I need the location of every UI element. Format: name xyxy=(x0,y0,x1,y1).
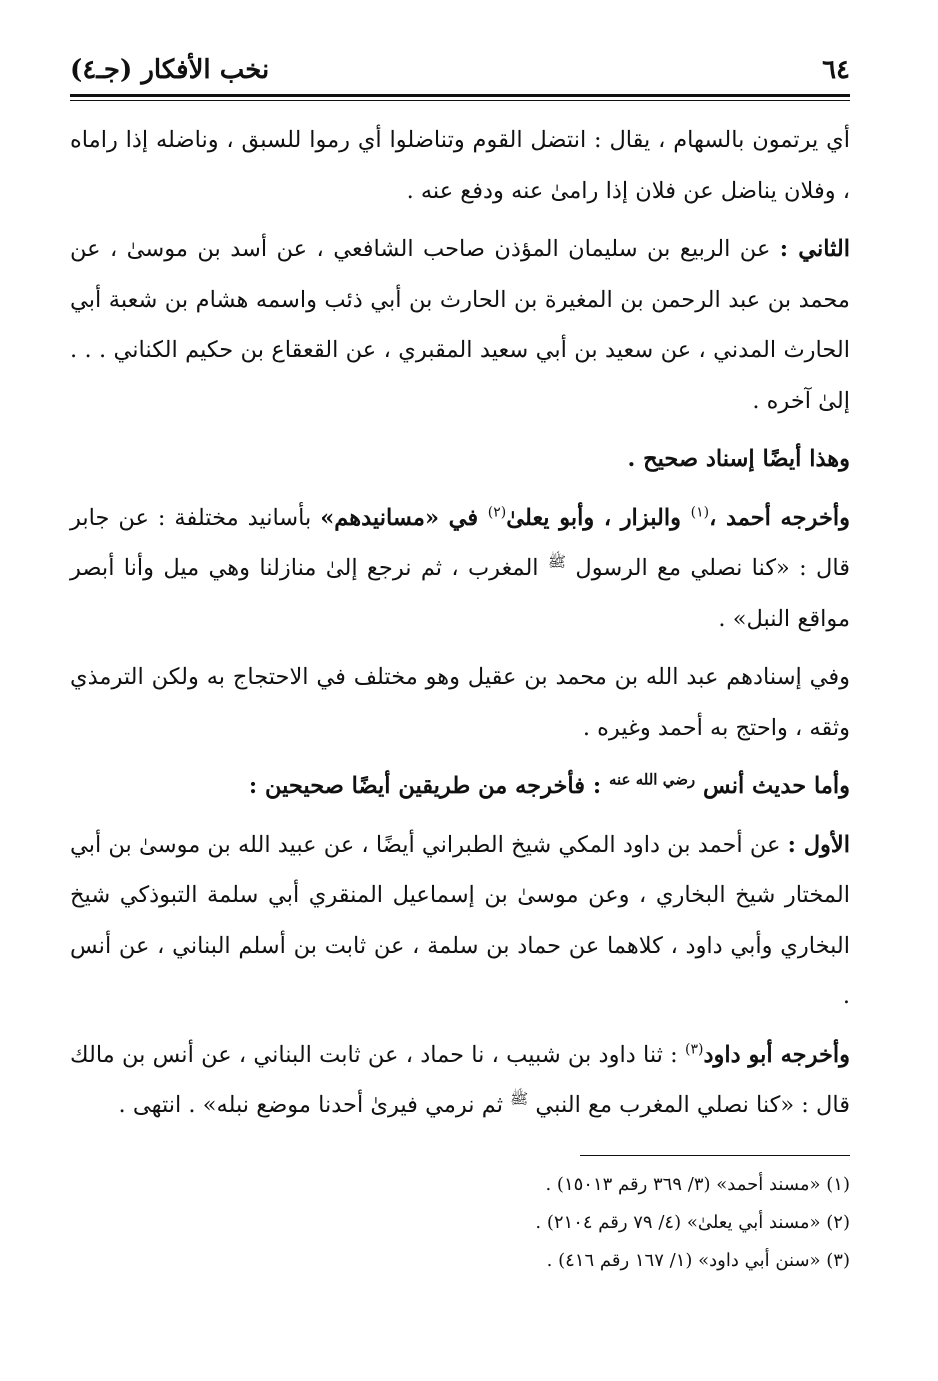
paragraph-6 xyxy=(70,761,850,812)
paragraph-7-text: عن أحمد بن داود المكي شيخ الطبراني أيضًا ، عن عبيد الله بن موسىٰ بن أبي المختار شيخ البخاري ، وعن موسىٰ بن إسماعيل المنقري أبي سلمة التبوذكي شيخ البخاري وأبي داود ، كلاهما عن حماد بن سلمة ، عن ثابت بن أسلم البناني ، عن أنس . xyxy=(70,831,850,1009)
header-rule-thin xyxy=(70,100,850,101)
paragraph-5: وفي إسنادهم عبد الله بن محمد بن عقيل وهو مختلف في الاحتجاج به ولكن الترمذي وثقه ، واحتج به أحمد وغيره . xyxy=(70,664,850,741)
paragraph-8-a: : ثنا داود بن شبيب ، نا حماد ، عن ثابت البناني ، عن أنس بن مالك قال : «كنا نصلي المغرب مع النبي xyxy=(70,1041,850,1118)
footnotes xyxy=(70,1166,850,1280)
paragraph-4 xyxy=(70,493,850,645)
paragraph-1: أي يرتمون بالسهام ، يقال : انتضل القوم وتناضلوا أي رموا للسبق ، وناضله إذا راماه ، وفلان يناضل عن فلان إذا رامىٰ عنه ودفع عنه . xyxy=(70,127,850,204)
footnote-ref-1[interactable]: (١) xyxy=(690,504,710,520)
paragraph-6-a: وأما حديث أنس xyxy=(695,773,850,799)
book-page xyxy=(70,50,850,1280)
paragraph-3: وهذا أيضًا إسناد صحيح . xyxy=(627,446,850,472)
footnote-ref-2[interactable]: (٢) xyxy=(487,504,507,520)
honorific-symbol: ﷺ xyxy=(547,552,567,571)
book-title: نخب الأفكار (جـ٤) xyxy=(70,55,270,85)
paragraph-7 xyxy=(70,820,850,1022)
honorific-symbol: ﷺ xyxy=(510,1089,529,1108)
paragraph-8 xyxy=(70,1030,850,1131)
paragraph-7-lead: الأول : xyxy=(787,831,851,858)
footnote-ref-3[interactable]: (٣) xyxy=(684,1041,704,1057)
footnote-2: (٢) «مسند أبي يعلىٰ» (٤/ ٧٩ رقم ٢١٠٤) . xyxy=(535,1211,850,1233)
paragraph-4-a: وأخرجه أحمد ، xyxy=(709,504,850,531)
paragraph-2 xyxy=(70,224,850,426)
paragraph-6-b: : فأخرجه من طريقين أيضًا صحيحين : xyxy=(248,773,609,799)
page-number: ٦٤ xyxy=(822,55,850,85)
paragraph-8-lead: وأخرجه أبو داود xyxy=(703,1041,851,1068)
footnote-3: (٣) «سنن أبي داود» (١/ ١٦٧ رقم ٤١٦) . xyxy=(546,1249,850,1271)
running-header xyxy=(70,50,850,90)
header-rule-thick xyxy=(70,94,850,97)
main-text xyxy=(70,115,850,1131)
paragraph-4-d: بأسانيد مختلفة : عن جابر قال : «كنا نصلي مع الرسول xyxy=(70,504,850,581)
paragraph-4-b: والبزار ، وأبو يعلىٰ xyxy=(506,504,691,531)
paragraph-4-e: المغرب ، ثم نرجع إلىٰ منازلنا وهي ميل وأنا أبصر مواقع النبل» . xyxy=(70,555,850,632)
footnote-separator xyxy=(580,1155,850,1156)
honorific-symbol: رضي الله عنه xyxy=(608,770,696,789)
paragraph-2-lead: الثاني : xyxy=(779,236,850,262)
paragraph-8-b: ثم نرمي فيرىٰ أحدنا موضع نبله» . انتهى . xyxy=(118,1092,511,1118)
paragraph-2-text: عن الربيع بن سليمان المؤذن صاحب الشافعي ، عن أسد بن موسىٰ ، عن محمد بن عبد الرحمن بن المغيرة بن الحارث بن أبي ذئب واسمه هشام بن شعبة أبي الحارث المدني ، عن سعيد بن أبي سعيد المقبري ، عن القعقاع بن حكيم الكناني . . . إلىٰ آخره . xyxy=(70,236,850,414)
footnote-1: (١) «مسند أحمد» (٣/ ٣٦٩ رقم ١٥٠١٣) . xyxy=(545,1173,850,1195)
paragraph-4-c: في «مسانيدهم» xyxy=(320,504,488,531)
